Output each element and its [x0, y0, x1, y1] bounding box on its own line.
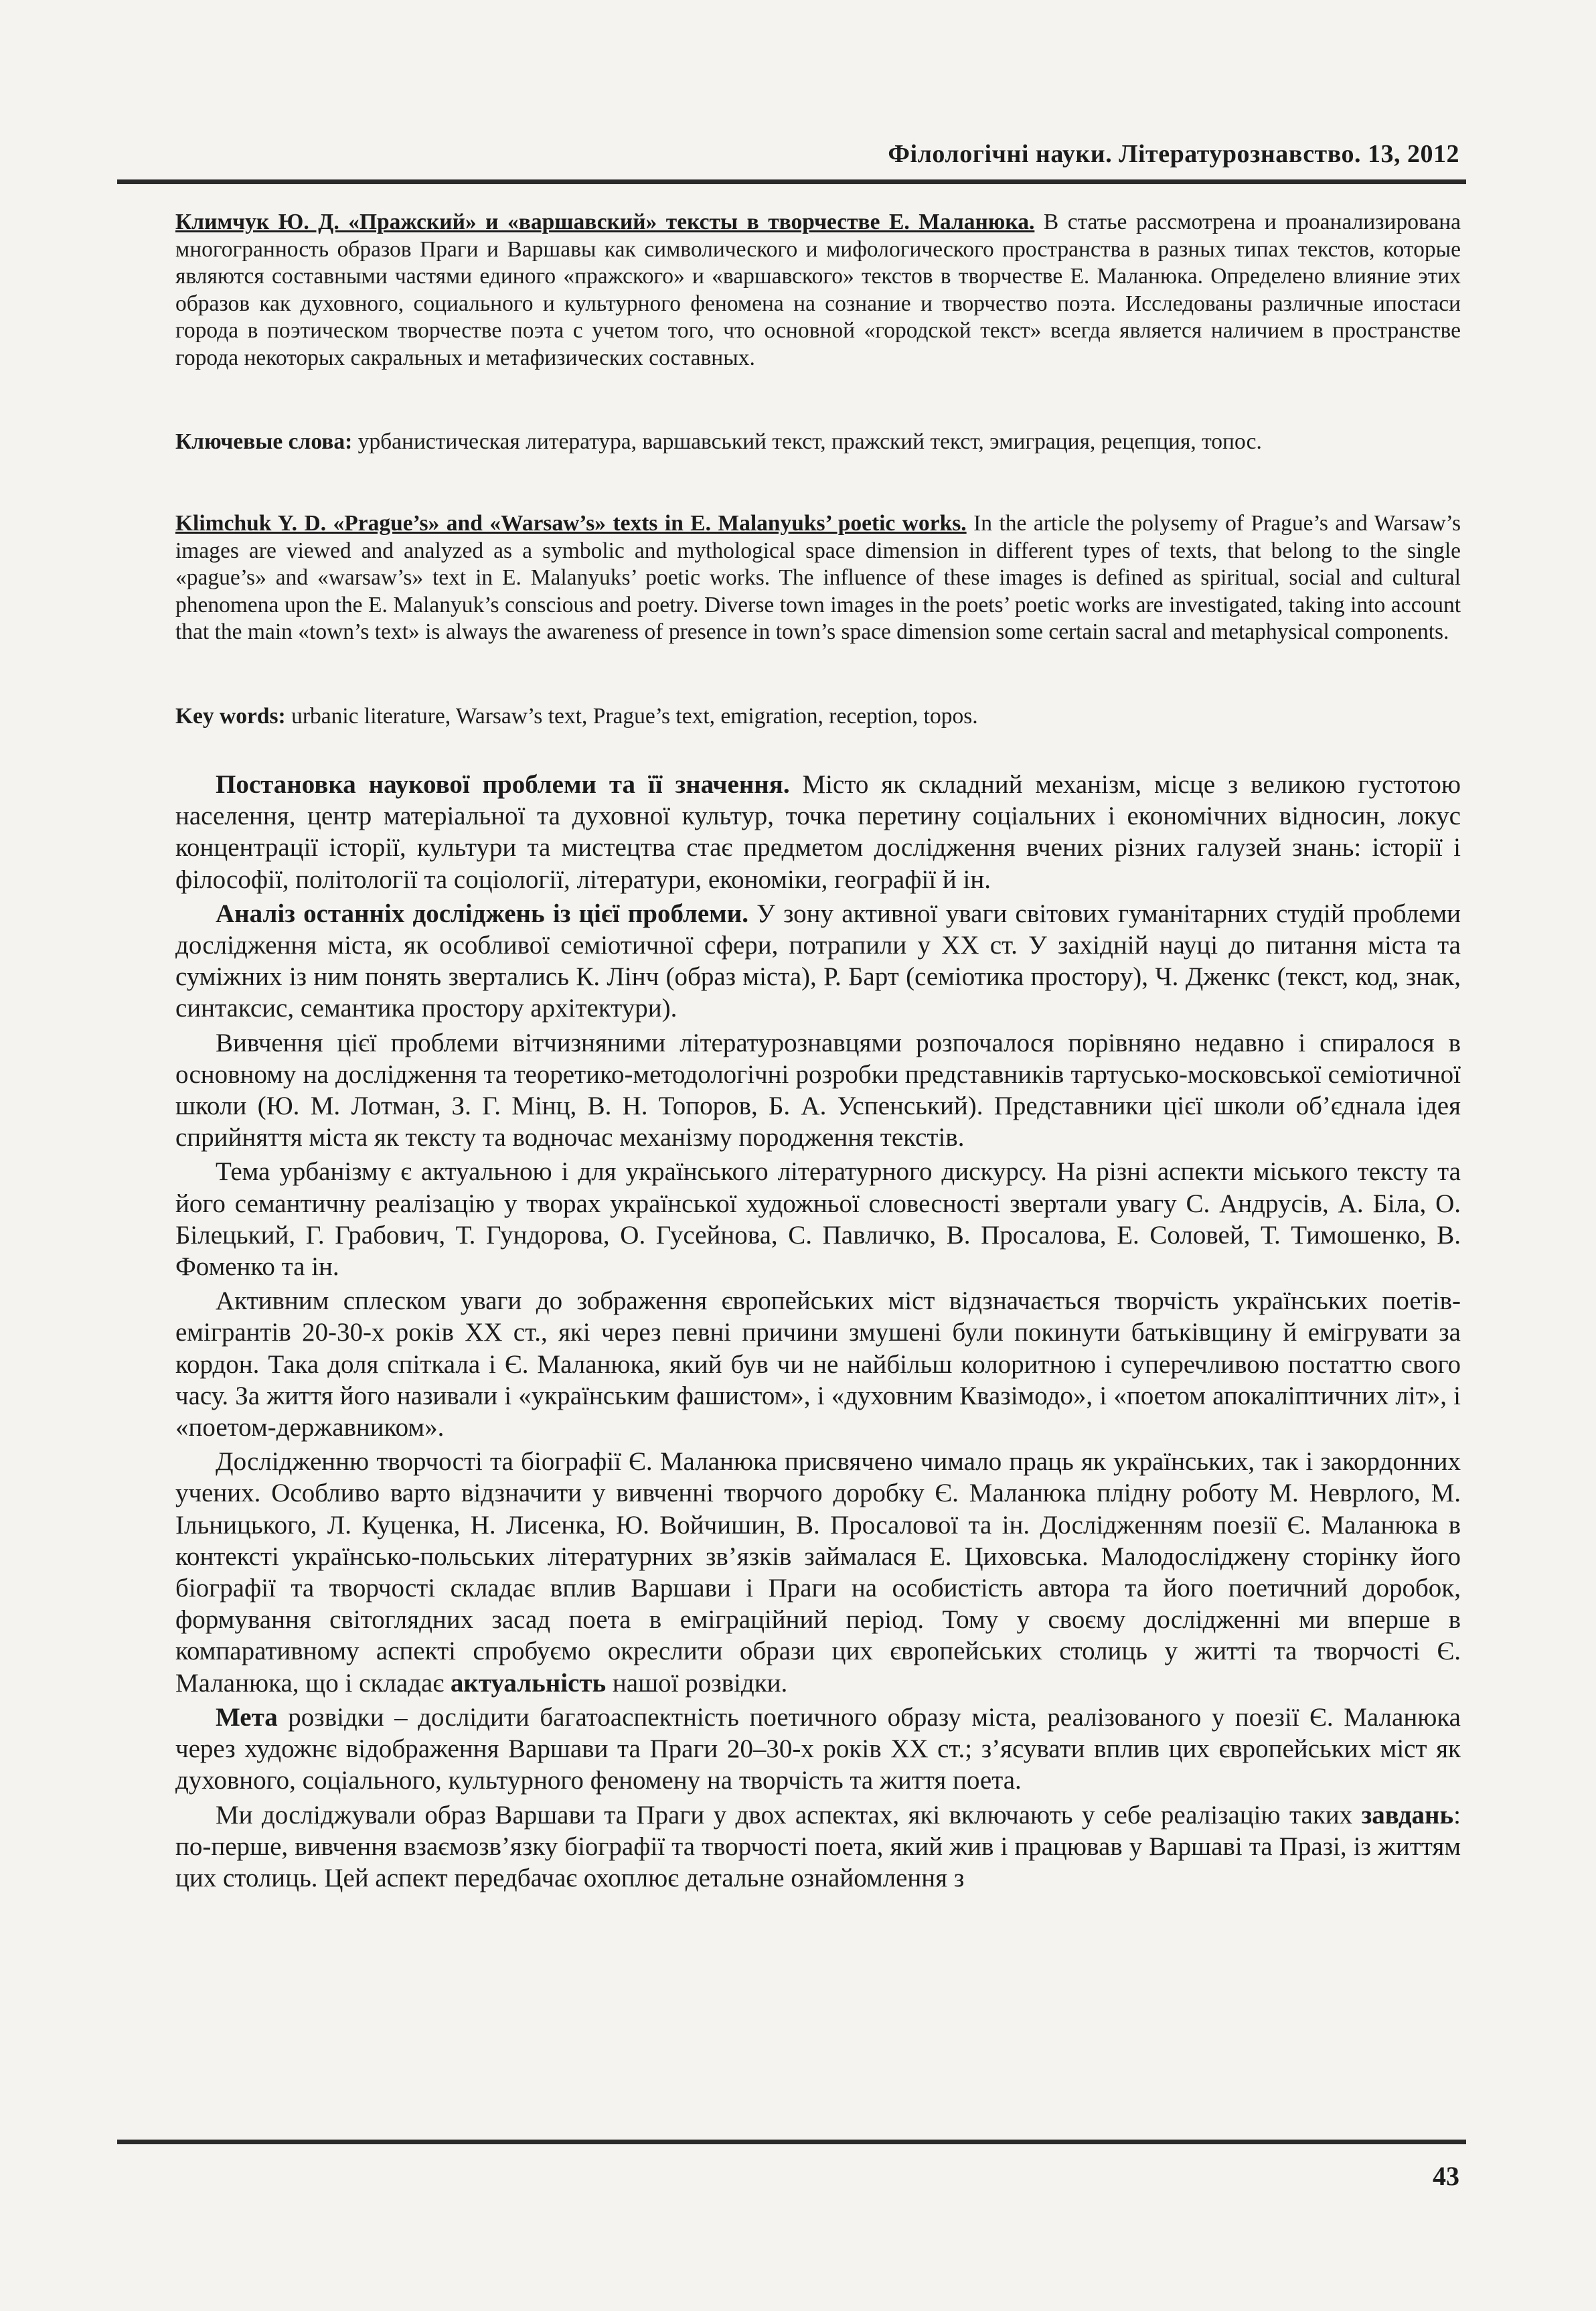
abstract-ru-title: Климчук Ю. Д. «Пражский» и «варшавский» тексты в творчестве Е. Маланюка. [175, 210, 1035, 234]
article-body [175, 769, 1461, 1896]
abstract-russian [175, 209, 1461, 372]
body-text-2: У зону активної уваги світових гуманітарних студій проблеми дослідження міста, як особливої семіотичної сфери, потрапили у XX ст. У західній науці до питання міста та суміжних із ним понять звертались К. Лінч (образ міста), Р. Барт (семіотика простору), Ч. Дженкс (текст, код, знак, синтаксис, семантика простору архітектури). [175, 899, 1461, 1023]
body-paragraph-7 [175, 1702, 1461, 1797]
keywords-en-label: Key words: [175, 704, 286, 729]
abstract-ru-paragraph [175, 209, 1461, 372]
keyword-relevance: актуальність [450, 1668, 607, 1698]
keywords-russian [175, 429, 1461, 456]
keyword-tasks: завдань [1361, 1800, 1454, 1830]
body-text-6: Дослідженню творчості та біографії Є. Маланюка присвячено чимало праць як українських, так і закордонних учених. Особливо варто відзначити у вивченні творчого доробку Є. Маланюка плідну роботу М. Неврлого, М. Ільницького, Л. Куценка, Н. Лисенка, Ю. Войчишин, В. Просалової та ін. Дослідженням поезії Є. Маланюка в контексті українсько-польських літературних зв’язків займалася Е. Циховська. Малодосліджену сторінку його біографії та творчості складає вплив Варшави і Праги на особистість автора та його поетичний доробок, формування світоглядних засад поета в еміграційний період. Тому у своєму дослідженні ми вперше в компаративному аспекті спробуємо окреслити образи цих європейських столиць у житті та творчості Є. Маланюка, що і складає [175, 1447, 1461, 1698]
keywords-ru-label: Ключевые слова: [175, 429, 353, 454]
body-paragraph-8 [175, 1799, 1461, 1894]
keywords-en-paragraph [175, 703, 1461, 731]
running-header: Філологічні науки. Літературознавство. 13, 2012 [888, 140, 1459, 168]
body-text-8: : по-перше, вивчення взаємозв’язку біографії та творчості поета, який жив і працював у Варшаві та Празі, із життям цих столиць. Цей аспект передбачає охоплює детальне ознайомлення з [175, 1800, 1461, 1892]
section-heading-goal: Мета [216, 1702, 278, 1732]
abstract-en-paragraph [175, 510, 1461, 646]
body-paragraph-5: Активним сплеском уваги до зображення європейських міст відзначається творчість українських поетів-емігрантів 20-30-х років XX ст., які через певні причини змушені були покинути батьківщину й емігрувати за кордон. Така доля спіткала і Є. Маланюка, який був чи не найбільш колоритною і суперечливою постаттю свого часу. За життя його називали і «українським фашистом», і «духовним Квазімодо», і «поетом апокаліптичних літ», і «поетом-державником». [175, 1286, 1461, 1442]
body-paragraph-6 [175, 1446, 1461, 1699]
abstract-en-text: In the article the polysemy of Prague’s and Warsaw’s images are viewed and analyzed as a symbolic and mythological space dimension in different types of texts, that belong to the single «pague’s» and «warsaw’s» text in E. Malanyuks’ poetic works. The influence of these images is defined as spiritual, social and cultural phenomena upon the E. Malanyuk’s conscious and poetry. Diverse town images in the poets’ poetic works are investigated, taking into account that the main «town’s text» is always the awareness of presence in town’s space dimension some certain sacral and metaphysical components. [175, 511, 1461, 644]
keywords-english [175, 703, 1461, 731]
body-text-6-end: нашої розвідки. [606, 1668, 788, 1698]
keywords-ru-text: урбанистическая литература, варшавський текст, пражский текст, эмиграция, рецепция, топос. [352, 429, 1262, 454]
body-paragraph-1 [175, 769, 1461, 895]
abstract-english [175, 510, 1461, 646]
page-number: 43 [1433, 2161, 1459, 2191]
keywords-ru-paragraph [175, 429, 1461, 456]
header-rule [117, 179, 1466, 184]
keywords-en-text: urbanic literature, Warsaw’s text, Prague’s text, emigration, reception, topos. [285, 704, 978, 729]
body-text-7: розвідки – дослідити багатоаспектність поетичного образу міста, реалізованого у поезії Є. Маланюка через художнє відображення Варшави та Праги 20–30-х років XX ст.; з’ясувати вплив цих європейських міст як духовного, соціального, культурного феномену на творчість та життя поета. [175, 1702, 1461, 1795]
body-text-8-start: Ми досліджували образ Варшави та Праги у двох аспектах, які включають у себе реалізацію таких [216, 1800, 1362, 1830]
body-text-1: Місто як складний механізм, місце з великою густотою населення, центр матеріальної та духовної культур, точка перетину соціальних і економічних відносин, локус концентрації історії, культури та мистецтва стає предметом дослідження вчених різних галузей знань: історії і філософії, політології та соціології, літератури, економіки, географії й ін. [175, 770, 1461, 894]
abstract-en-title: Klimchuk Y. D. «Prague’s» and «Warsaw’s» texts in E. Malanyuks’ poetic works. [175, 511, 967, 536]
section-heading-analysis: Аналіз останніх досліджень із цієї проблеми. [216, 899, 748, 928]
body-paragraph-3: Вивчення цієї проблеми вітчизняними літературознавцями розпочалося порівняно недавно і спиралося в основному на дослідження та теоретико-методологічні розробки представників тартусько-московської семіотичної школи (Ю. М. Лотман, З. Г. Мінц, В. Н. Топоров, Б. А. Успенський). Представники цієї школи об’єднала ідея сприйняття міста як тексту та водночас механізму породження текстів. [175, 1028, 1461, 1152]
section-heading-problem: Постановка наукової проблеми та її значення. [216, 770, 790, 799]
body-paragraph-4: Тема урбанізму є актуальною і для українського літературного дискурсу. На різні аспекти міського тексту та його семантичну реалізацію у творах української художньої словесності звертали увагу С. Андрусів, А. Біла, О. Білецький, Г. Грабович, Т. Гундорова, О. Гусейнова, С. Павличко, В. Просалова, Е. Соловей, Т. Тимошенко, В. Фоменко та ін. [175, 1157, 1461, 1282]
body-paragraph-2 [175, 898, 1461, 1025]
abstract-ru-text: В статье рассмотрена и проанализирована многогранность образов Праги и Варшавы как символического и мифологического пространства в разных типах текстов, которые являются составными частями единого «пражского» и «варшавского» текстов в творчестве Е. Маланюка. Определено влияние этих образов как духовного, социального и культурного феномена на сознание и творчество поэта. Исследованы различные ипостаси города в поэтическом творчестве поэта с учетом того, что основной «городской текст» всегда является наличием в пространстве города некоторых сакральных и метафизических составных. [175, 210, 1461, 370]
footer-rule [117, 2140, 1466, 2144]
